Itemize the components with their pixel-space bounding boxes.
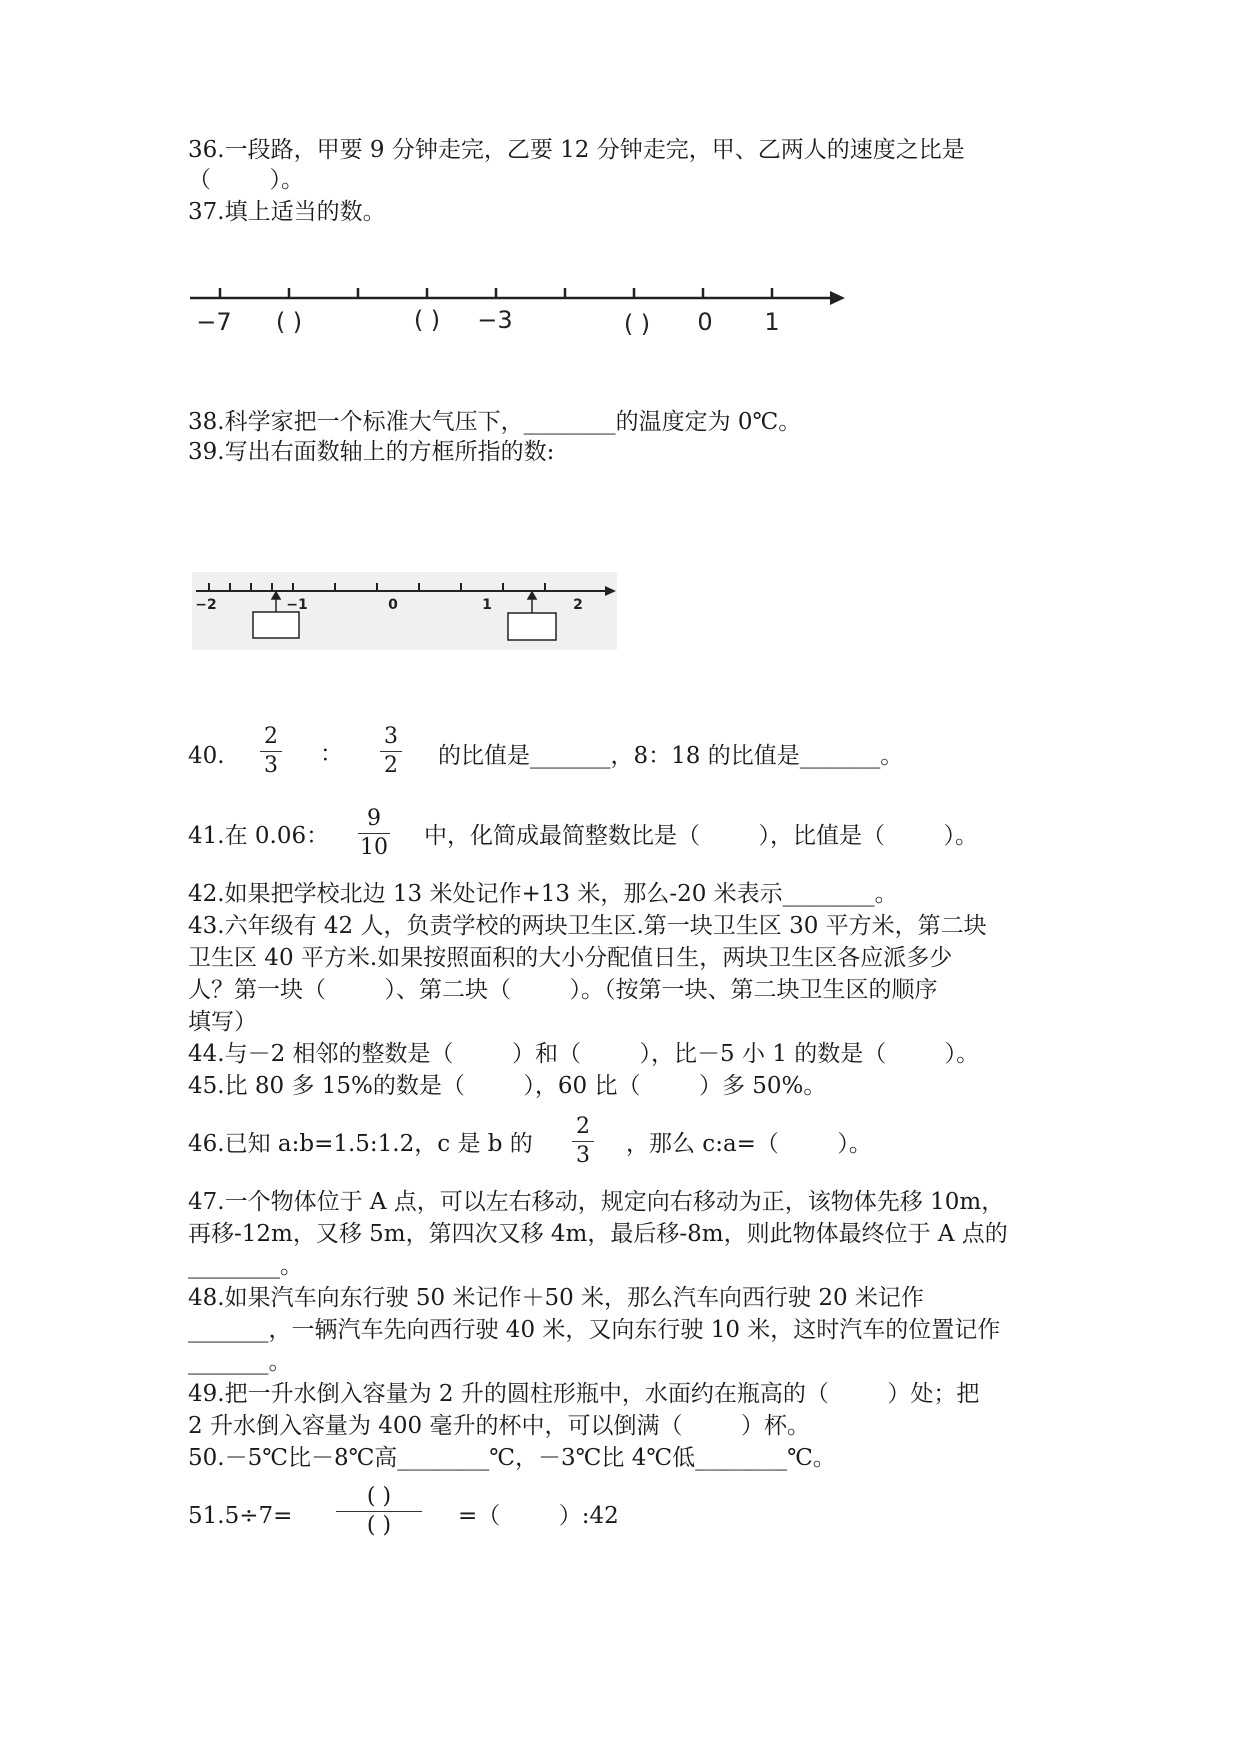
q38-text: 38.科学家把一个标准大气压下，________的温度定为 0℃。 — [188, 409, 802, 435]
q41-frac-denominator: 10 — [360, 835, 388, 860]
q46-frac-numerator: 2 — [576, 1114, 590, 1139]
q51-frac-numerator: ( ) — [366, 1484, 392, 1509]
q50-text: 50.－5℃比－8℃高________℃，－3℃比 4℃低________℃。 — [188, 1445, 836, 1471]
q46-rest: ，那么 c:a=（ ）。 — [626, 1131, 872, 1157]
q39-label-2: 2 — [573, 597, 583, 613]
q40-frac2-denominator: 2 — [384, 753, 398, 778]
q47-line3: ________。 — [188, 1253, 303, 1279]
q45-text: 45.比 80 多 15%的数是（ ），60 比（ ）多 50%。 — [188, 1073, 827, 1099]
q51-frac-bar — [336, 1511, 422, 1512]
q41-rest: 中，化简成最简整数比是（ ），比值是（ ）。 — [424, 823, 978, 849]
q40-frac2-numerator: 3 — [384, 724, 398, 749]
q37-number-line — [180, 280, 860, 350]
q51-pre: 51.5÷7= — [188, 1503, 293, 1529]
q40-fraction-2 — [380, 724, 402, 779]
q46-frac-bar — [572, 1141, 594, 1142]
q48-line1: 48.如果汽车向东行驶 50 米记作＋50 米，那么汽车向西行驶 20 米记作 — [188, 1285, 924, 1311]
q40-rest: 的比值是_______，8：18 的比值是_______。 — [438, 743, 904, 769]
q39-label-0: 0 — [388, 597, 398, 613]
q37-label-blank1: ( ) — [275, 308, 303, 336]
q37-label-neg7: −7 — [196, 308, 232, 336]
q47-line2: 再移-12m，又移 5m，第四次又移 4m，最后移-8m，则此物体最终位于 A 点的 — [188, 1221, 1008, 1247]
q36-line2: （ ）。 — [188, 167, 304, 193]
q43-line1: 43.六年级有 42 人，负责学校的两块卫生区.第一块卫生区 30 平方米，第二块 — [188, 913, 987, 939]
q42-text: 42.如果把学校北边 13 米处记作+13 米，那么-20 米表示________。 — [188, 881, 898, 907]
q43-line2: 卫生区 40 平方米.如果按照面积的大小分配值日生，两块卫生区各应派多少 — [188, 945, 953, 971]
q40-frac1-bar — [260, 751, 282, 752]
q39-text: 39.写出右面数轴上的方框所指的数: — [188, 439, 555, 465]
q51-frac-denominator: ( ) — [366, 1513, 392, 1538]
q46-frac-denominator: 3 — [576, 1143, 590, 1168]
q41-frac-numerator: 9 — [367, 806, 381, 831]
q44-text: 44.与－2 相邻的整数是（ ）和（ ），比－5 小 1 的数是（ ）。 — [188, 1041, 980, 1067]
q49-line1: 49.把一升水倒入容量为 2 升的圆柱形瓶中，水面约在瓶高的（ ）处；把 — [188, 1381, 980, 1407]
q41-fraction — [358, 806, 390, 861]
q43-line3: 人？第一块（ ）、第二块（ ）。（按第一块、第二块卫生区的顺序 — [188, 977, 938, 1003]
q37-ticks — [220, 288, 772, 298]
q40-frac1-denominator: 3 — [264, 753, 278, 778]
q39-label-1: 1 — [482, 597, 492, 613]
q51-fraction — [336, 1484, 422, 1539]
q46-pre: 46.已知 a:b=1.5:1.2，c 是 b 的 — [188, 1131, 533, 1157]
q39-label-neg1: −1 — [286, 597, 308, 613]
q37-label-1: 1 — [764, 308, 780, 336]
q36-line1: 36.一段路，甲要 9 分钟走完，乙要 12 分钟走完，甲、乙两人的速度之比是 — [188, 137, 965, 163]
q39-answer-box-right — [508, 613, 556, 640]
q51-rest: =（ ）:42 — [458, 1503, 619, 1529]
q37-label-neg3: −3 — [477, 306, 513, 334]
q41-frac-bar — [358, 833, 390, 834]
q48-line2: _______，一辆汽车先向西行驶 40 米，又向东行驶 10 米，这时汽车的位置记作 — [188, 1317, 1001, 1343]
q40-number: 40. — [188, 743, 225, 769]
q40-frac1-numerator: 2 — [264, 724, 278, 749]
q37-label-blank2: ( ) — [413, 306, 441, 334]
q37-label-blank3: ( ) — [623, 310, 651, 338]
q49-line2: 2 升水倒入容量为 400 毫升的杯中，可以倒满（ ）杯。 — [188, 1413, 810, 1439]
q48-line3: _______。 — [188, 1349, 292, 1375]
q37-text: 37.填上适当的数。 — [188, 199, 386, 225]
q39-number-line — [192, 572, 622, 652]
q47-line1: 47.一个物体位于 A 点，可以左右移动，规定向右移动为正，该物体先移 10m， — [188, 1189, 1005, 1215]
q39-label-neg2: −2 — [195, 597, 217, 613]
q40-frac2-bar — [380, 751, 402, 752]
q43-line4: 填写） — [188, 1009, 257, 1035]
q37-arrow-head — [830, 291, 845, 305]
q39-answer-box-left — [253, 612, 299, 638]
q41-pre: 41.在 0.06： — [188, 823, 330, 849]
q40-colon: ： — [320, 741, 343, 767]
q40-fraction-1 — [260, 724, 282, 779]
q46-fraction — [572, 1114, 594, 1169]
q37-label-0: 0 — [697, 308, 713, 336]
